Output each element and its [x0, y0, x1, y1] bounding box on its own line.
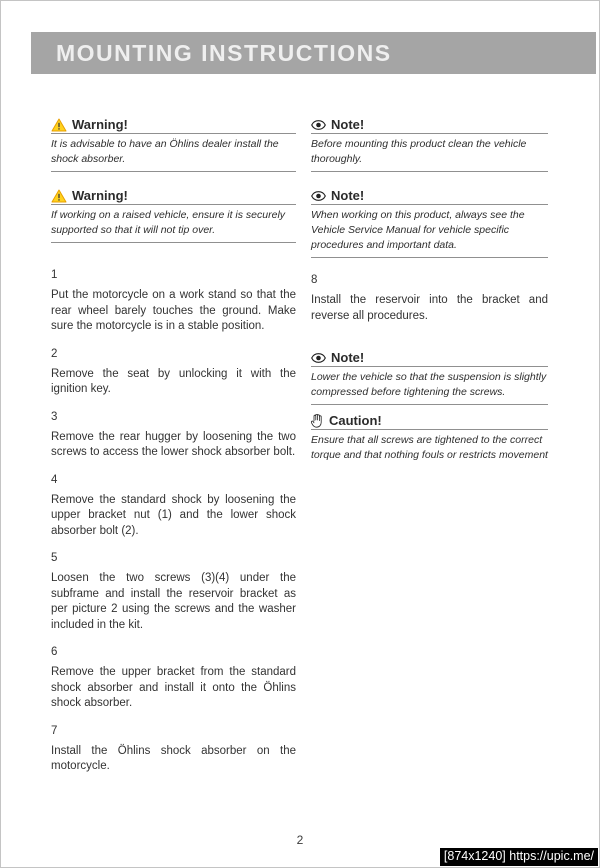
right-column	[311, 117, 548, 788]
warning-block	[51, 188, 296, 243]
eye-icon	[311, 353, 326, 363]
step-number: 4	[51, 473, 58, 486]
left-column	[51, 117, 296, 788]
step-number: 8	[311, 274, 318, 286]
step	[51, 552, 296, 633]
alert-text: Ensure that all screws are tightened to the correct torque and that nothing fouls or restricts movement	[311, 434, 548, 461]
step	[311, 274, 548, 324]
step-text: Remove the rear hugger by loosening the two screws to access the lower shock absorber bolt.	[51, 430, 296, 458]
alert-title: Warning!	[72, 117, 128, 132]
divider	[311, 171, 548, 172]
step	[51, 725, 296, 775]
step-text: Put the motorcycle on a work stand so that the rear wheel barely touches the ground. Make sure the motorcycle is in a stable position.	[51, 289, 296, 332]
page-title: MOUNTING INSTRUCTIONS	[56, 39, 392, 66]
warning-triangle-icon	[51, 118, 67, 132]
content-columns	[51, 117, 548, 788]
step-number: 5	[51, 552, 58, 564]
step-text: Remove the seat by unlocking it with the ignition key.	[51, 367, 296, 395]
alert-title: Note!	[331, 188, 365, 203]
step-text: Remove the upper bracket from the standard shock absorber and install it onto the Öhlins shock absorber.	[51, 666, 296, 709]
step-text: Install the reservoir into the bracket and reverse all procedures.	[311, 294, 548, 322]
alert-title: Caution!	[329, 413, 382, 428]
step-text: Install the Öhlins shock absorber on the motorcycle.	[51, 744, 296, 772]
eye-icon	[311, 120, 326, 130]
warning-triangle-icon	[51, 189, 67, 203]
note-block	[311, 117, 548, 172]
caution-block	[311, 413, 548, 467]
step-text: Loosen the two screws (3)(4) under the subframe and install the reservoir bracket as per picture 2 using the screws and the washer included in the kit.	[51, 572, 296, 631]
step-text: Remove the standard shock by loosening the upper bracket nut (1) and the lower shock absorber bolt (2).	[51, 493, 296, 537]
alert-header	[311, 350, 548, 366]
alert-text: Before mounting this product clean the vehicle thoroughly.	[311, 138, 527, 165]
alert-text: It is advisable to have an Öhlins dealer install the shock absorber.	[51, 138, 279, 165]
hand-icon	[311, 414, 324, 429]
alert-header	[311, 188, 548, 204]
step	[51, 411, 296, 461]
step	[51, 474, 296, 540]
alert-text: If working on a raised vehicle, ensure it is securely supported so that it will not tip over.	[51, 209, 286, 236]
note-block	[311, 188, 548, 258]
step	[51, 269, 296, 335]
alert-text: Lower the vehicle so that the suspension is slightly compressed before tightening the screws.	[311, 371, 547, 398]
instruction-steps	[51, 269, 296, 775]
alert-header	[51, 188, 296, 204]
alert-text: When working on this product, always see the Vehicle Service Manual for vehicle specific procedures and important data.	[311, 209, 525, 251]
step-number: 6	[51, 646, 58, 658]
step-number: 2	[51, 347, 58, 360]
step-number: 7	[51, 724, 58, 737]
step	[51, 348, 296, 398]
eye-icon	[311, 191, 326, 201]
alert-header	[51, 117, 296, 133]
warning-block	[51, 117, 296, 172]
divider	[311, 257, 548, 258]
alert-header	[311, 413, 548, 429]
alert-title: Note!	[331, 117, 365, 132]
header-bar	[31, 32, 596, 74]
divider	[51, 242, 296, 243]
page-number: 2	[296, 833, 304, 847]
divider	[311, 404, 548, 405]
step	[51, 646, 296, 712]
step-number: 1	[51, 269, 58, 281]
step-number: 3	[51, 410, 58, 423]
alert-title: Warning!	[72, 188, 128, 203]
watermark-badge: [874x1240] https://upic.me/	[440, 848, 598, 866]
divider	[51, 171, 296, 172]
note-block	[311, 350, 548, 405]
alert-title: Note!	[331, 350, 365, 365]
alert-header	[311, 117, 548, 133]
